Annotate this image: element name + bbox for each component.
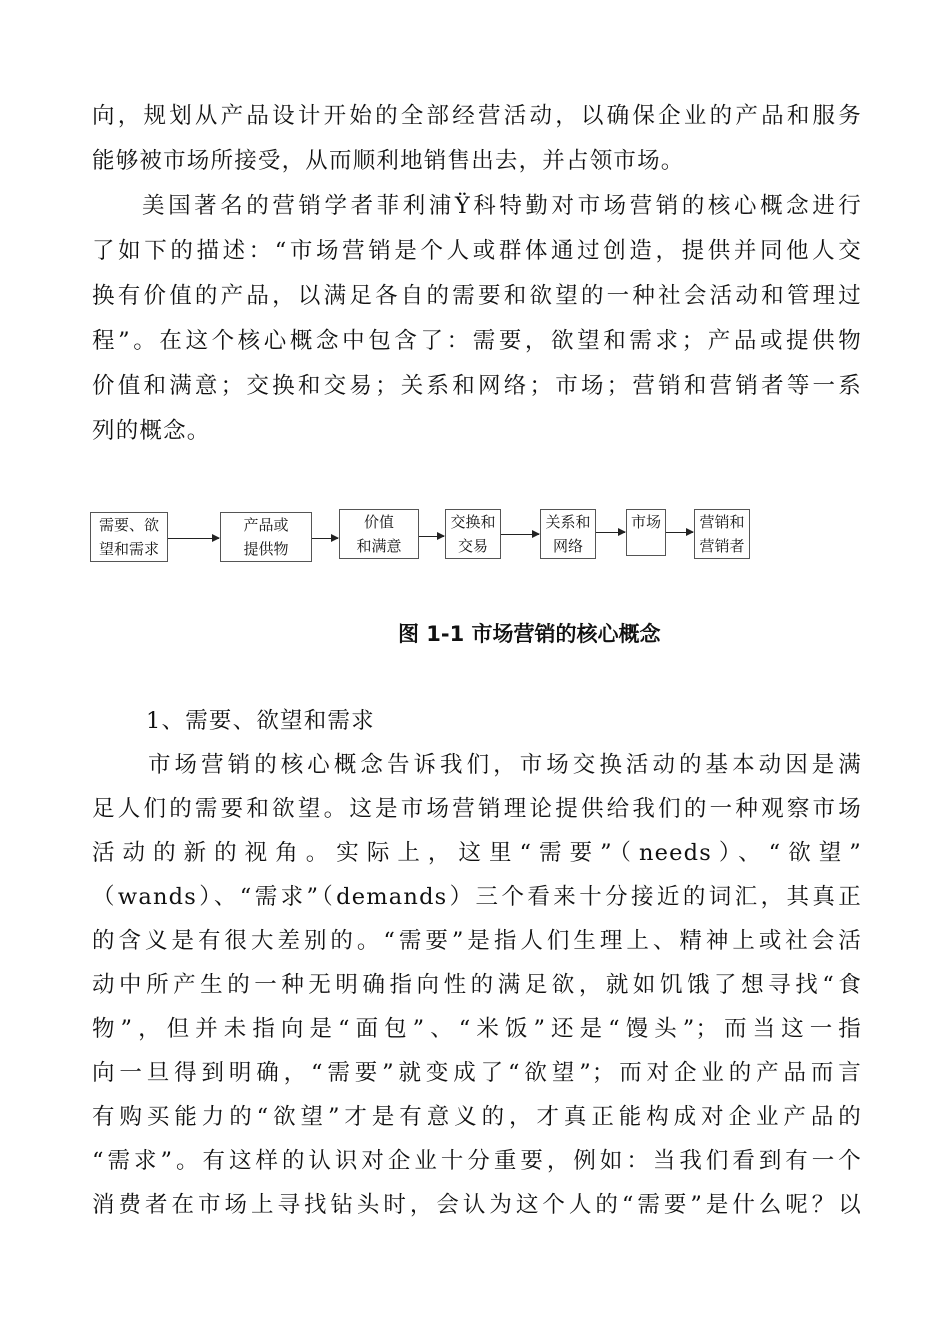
text-line: 物”，但并未指向是“面包”、“米饭”还是“馒头”；而当这一指 [92, 1016, 862, 1042]
section-heading: 1、需要、欲望和需求 [146, 708, 375, 734]
diagram-box-marketers [694, 509, 750, 559]
text-line: 市场营销的核心概念告诉我们，市场交换活动的基本动因是满 [148, 752, 862, 778]
text-line: 向，规划从产品设计开始的全部经营活动，以确保企业的产品和服务 [92, 103, 862, 129]
flow-arrow [419, 536, 444, 537]
diagram-box-needs [90, 512, 168, 562]
box-label: 交换和 [450, 513, 496, 531]
box-label: 需要、欲 [98, 516, 159, 534]
box-label: 和满意 [356, 537, 402, 555]
flow-arrow [666, 532, 693, 533]
box-label: 关系和 [545, 513, 591, 531]
text-line: 价值和满意；交换和交易；关系和网络；市场；营销和营销者等一系 [92, 373, 862, 399]
text-line: （wands）、“需求”（demands）三个看来十分接近的词汇，其真正 [92, 884, 862, 910]
text-line: 动中所产生的一种无明确指向性的满足欲，就如饥饿了想寻找“食 [92, 972, 862, 998]
diagram-box-exchange [445, 509, 501, 559]
text-line: 换有价值的产品，以满足各自的需要和欲望的一种社会活动和管理过 [92, 283, 862, 309]
text-line: 足人们的需要和欲望。这是市场营销理论提供给我们的一种观察市场 [92, 796, 862, 822]
box-label: 交易 [457, 537, 488, 555]
text-line: 的含义是有很大差别的。“需要”是指人们生理上、精神上或社会活 [92, 928, 862, 954]
diagram-box-market [626, 509, 666, 556]
flow-arrow [312, 538, 338, 539]
flow-arrow [596, 532, 625, 533]
text-line: 向一旦得到明确，“需要”就变成了“欲望”；而对企业的产品而言 [92, 1060, 862, 1086]
diagram-box-products [220, 512, 312, 562]
text-line: 程”。在这个核心概念中包含了：需要，欲望和需求；产品或提供物 [92, 328, 862, 354]
box-label: 望和需求 [98, 540, 159, 558]
diagram-box-relationships [540, 509, 596, 559]
box-label: 产品或 [243, 516, 289, 534]
figure-caption: 图 1-1 市场营销的核心概念 [398, 622, 661, 646]
box-label: 市场 [630, 513, 661, 531]
text-line: 消费者在市场上寻找钻头时，会认为这个人的“需要”是什么呢？以 [92, 1192, 862, 1218]
text-line: 活动的新的视角。实际上，这里“需要”（needs）、“欲望” [92, 840, 862, 866]
box-label: 提供物 [243, 540, 289, 558]
text-line: 了如下的描述：“市场营销是个人或群体通过创造，提供并同他人交 [92, 238, 862, 264]
text-line: 列的概念。 [92, 418, 211, 444]
text-line: 美国著名的营销学者菲利浦Ÿ科特勤对市场营销的核心概念进行 [142, 193, 862, 219]
diagram-box-value [339, 509, 419, 559]
box-label: 营销和 [699, 513, 745, 531]
text-line: 有购买能力的“欲望”才是有意义的，才真正能构成对企业产品的 [92, 1104, 862, 1130]
flow-arrow [168, 538, 219, 539]
box-label: 网络 [552, 537, 583, 555]
box-label: 营销者 [699, 537, 745, 555]
text-line: “需求”。有这样的认识对企业十分重要，例如：当我们看到有一个 [92, 1148, 862, 1174]
box-label: 价值 [363, 513, 394, 531]
text-line: 能够被市场所接受，从而顺利地销售出去，并占领市场。 [92, 148, 685, 174]
flow-arrow [501, 534, 539, 535]
